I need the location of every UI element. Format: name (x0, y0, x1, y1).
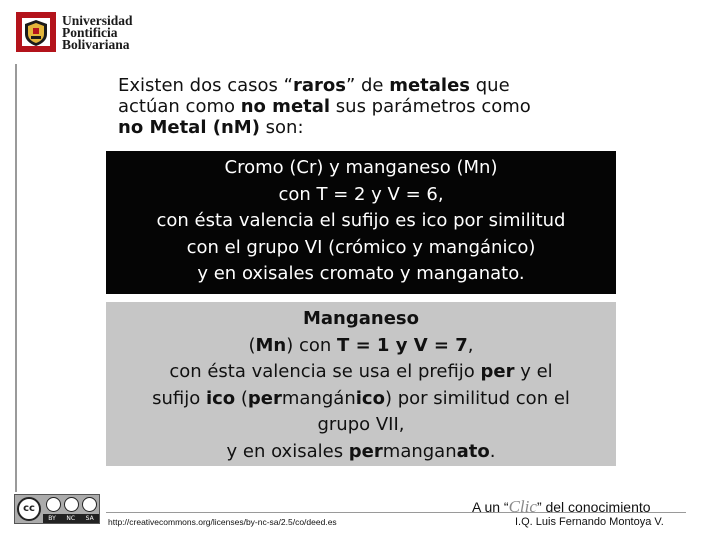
gray-text: , (467, 334, 474, 356)
intro-text: Existen dos casos “ (118, 75, 293, 96)
intro-text: ” de (345, 75, 390, 96)
intro-emphasis-no-metal: no metal (240, 96, 331, 117)
gray-box-line-3 (106, 359, 616, 386)
intro-paragraph (118, 75, 618, 138)
manganese-box (106, 302, 616, 466)
tagline-text: A un “ (472, 499, 509, 515)
gray-bold: T = 1 y V = 7 (337, 334, 468, 356)
intro-text: son: (259, 117, 304, 138)
gray-bold: Mn (255, 334, 287, 356)
author-credit: I.Q. Luis Fernando Montoya V. (515, 516, 664, 528)
sa-icon (82, 497, 97, 512)
gray-text: . (489, 440, 496, 462)
chromium-manganese-box (106, 151, 616, 294)
logo-line-3: Bolivariana (62, 37, 130, 52)
black-box-line-2: con T = 2 y V = 6, (278, 183, 444, 205)
tagline-text: ” del conocimiento (536, 499, 651, 515)
black-box-line-3: con ésta valencia el sufijo es ico por similitud (156, 210, 566, 231)
intro-text: actúan como (118, 96, 241, 117)
gray-box-line-6 (106, 439, 616, 466)
gray-bold: ico (205, 387, 236, 409)
gray-text: mangán (281, 387, 356, 409)
cc-icon: cc (17, 497, 41, 521)
tagline-clic: Clic (508, 497, 537, 516)
cc-label-by: BY (48, 515, 56, 522)
gray-text: y el (514, 361, 553, 382)
gray-box-title: Manganeso (302, 308, 419, 329)
intro-text: sus parámetros como (330, 96, 531, 117)
university-shield-icon (14, 10, 58, 54)
gray-text: con ésta valencia se usa el prefijo (169, 361, 481, 382)
gray-text: ( (235, 387, 248, 409)
university-name (62, 15, 133, 51)
gray-bold: ato (456, 440, 490, 462)
gray-box-line-1 (106, 306, 616, 333)
logo-line-1: Universidad (62, 13, 133, 28)
footer-tagline (472, 497, 651, 517)
cc-label-nc: NC (66, 515, 76, 522)
gray-bold: per (247, 387, 282, 409)
gray-text: ) por similitud con el (384, 387, 570, 409)
nc-icon (64, 497, 79, 512)
cc-label-sa: SA (85, 515, 94, 522)
gray-bold: ico (355, 387, 385, 409)
black-box-line-1: Cromo (Cr) y manganeso (Mn) (224, 157, 498, 178)
gray-text: ( (248, 334, 256, 356)
intro-emphasis-nm: no Metal (nM) (118, 117, 260, 138)
gray-box-line-4 (106, 386, 616, 413)
intro-emphasis-raros: raros (292, 75, 346, 96)
gray-text: mangan (382, 440, 457, 462)
creative-commons-badge[interactable] (14, 494, 100, 524)
gray-text: y en oxisales (226, 440, 349, 462)
gray-box-line-2 (106, 333, 616, 360)
gray-box-line-5: grupo VII, (317, 414, 405, 435)
gray-bold: per (480, 361, 515, 382)
gray-text: sufijo (152, 387, 206, 409)
university-logo (14, 10, 144, 56)
gray-bold: per (348, 440, 383, 462)
black-box-line-4: con el grupo VI (crómico y mangánico) (186, 236, 536, 258)
cc-labels (43, 514, 99, 523)
logo-line-2: Pontificia (62, 25, 118, 40)
intro-emphasis-metales: metales (389, 75, 471, 96)
by-icon (46, 497, 61, 512)
intro-text: que (470, 75, 510, 96)
gray-text: ) con (286, 334, 338, 356)
black-box-line-5: y en oxisales cromato y manganato. (197, 263, 525, 284)
license-link[interactable]: http://creativecommons.org/licenses/by-nc-sa/2.5/co/deed.es (108, 517, 337, 527)
left-divider (15, 64, 17, 492)
